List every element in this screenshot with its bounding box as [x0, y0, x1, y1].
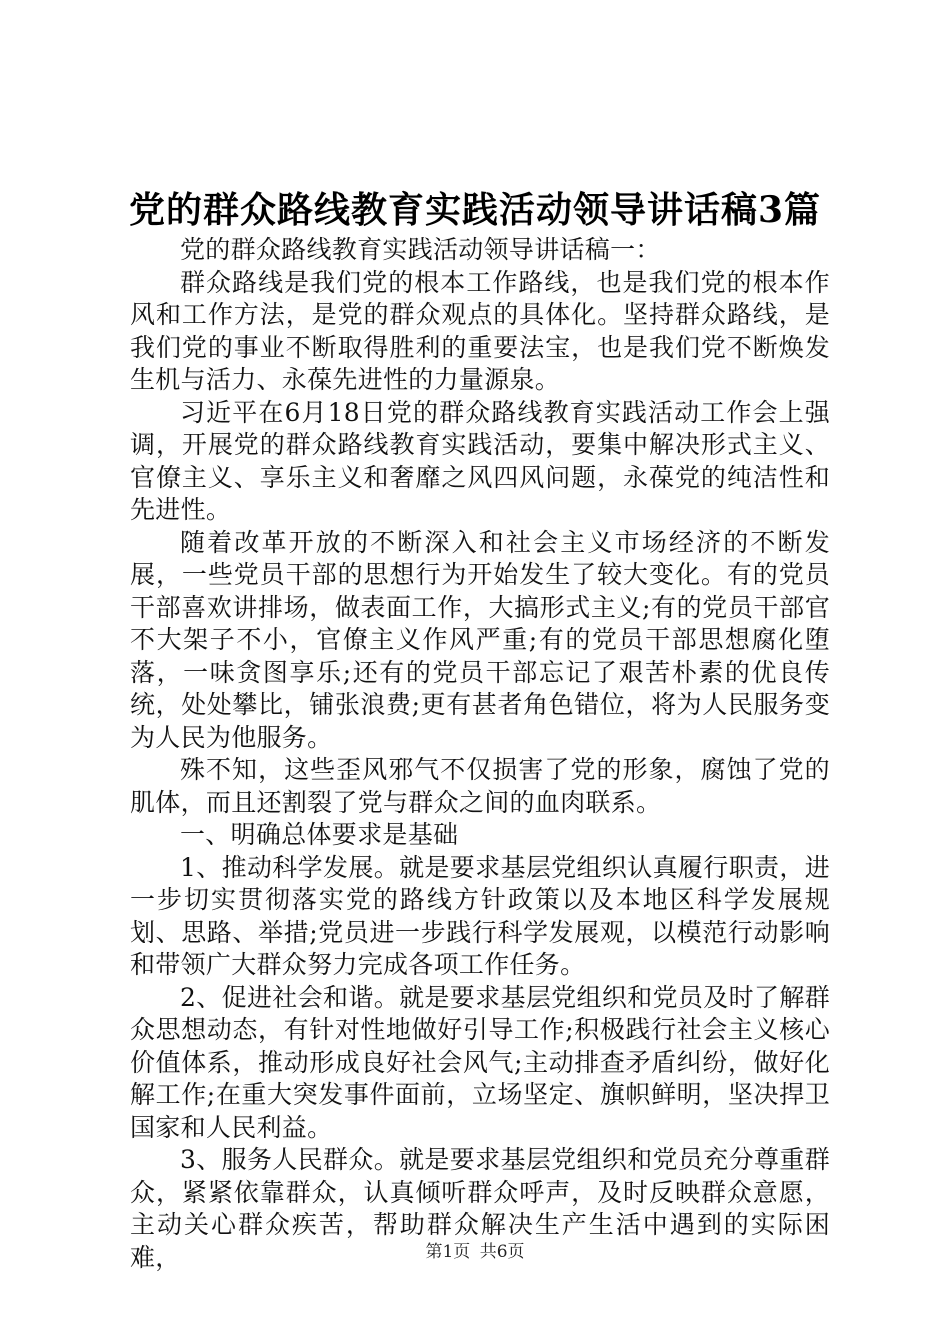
page-total: 共6页 [479, 1242, 525, 1262]
page-number: 第1页 [425, 1242, 471, 1262]
document-title: 党的群众路线教育实践活动领导讲话稿3篇 [128, 189, 822, 231]
paragraph: 随着改革开放的不断深入和社会主义市场经济的不断发展，一些党员干部的思想行为开始发生了较大变化。有的党员干部喜欢讲排场，做表面工作，大搞形式主义;有的党员干部官不大架子不小，官僚主义作风严重;有的党员干部思想腐化堕落，一味贪图享乐;还有的党员干部忘记了艰苦朴素的优良传统，处处攀比，铺张浪费;更有甚者角色错位，将为人民服务变为人民为他服务。 [130, 527, 830, 752]
page-footer [0, 1240, 950, 1264]
paragraph: 群众路线是我们党的根本工作路线，也是我们党的根本作风和工作方法，是党的群众观点的具体化。坚持群众路线，是我们党的事业不断取得胜利的重要法宝，也是我们党不断焕发生机与活力、永葆先进性的力量源泉。 [130, 267, 830, 394]
list-item: 1、推动科学发展。就是要求基层党组织认真履行职责，进一步切实贯彻落实党的路线方针政策以及本地区科学发展规划、思路、举措;党员进一步践行科学发展观，以模范行动影响和带领广大群众努力完成各项工作任务。 [130, 852, 830, 979]
document-body [130, 234, 830, 1274]
paragraph-intro: 党的群众路线教育实践活动领导讲话稿一： [180, 235, 661, 264]
list-item: 3、服务人民群众。就是要求基层党组织和党员充分尊重群众，紧紧依靠群众，认真倾听群众呼声，及时反映群众意愿，主动关心群众疾苦，帮助群众解决生产生活中遇到的实际困难， [130, 1145, 830, 1272]
list-item: 2、促进社会和谐。就是要求基层党组织和党员及时了解群众思想动态，有针对性地做好引导工作;积极践行社会主义核心价值体系，推动形成良好社会风气;主动排查矛盾纠纷，做好化解工作;在重大突发事件面前，立场坚定、旗帜鲜明，坚决捍卫国家和人民利益。 [130, 982, 830, 1142]
paragraph: 殊不知，这些歪风邪气不仅损害了党的形象，腐蚀了党的肌体，而且还割裂了党与群众之间的血肉联系。 [130, 755, 830, 817]
paragraph: 习近平在6月18日党的群众路线教育实践活动工作会上强调，开展党的群众路线教育实践活动，要集中解决形式主义、官僚主义、享乐主义和奢靡之风四风问题，永葆党的纯洁性和先进性。 [130, 397, 830, 524]
section-heading: 一、明确总体要求是基础 [180, 820, 459, 849]
